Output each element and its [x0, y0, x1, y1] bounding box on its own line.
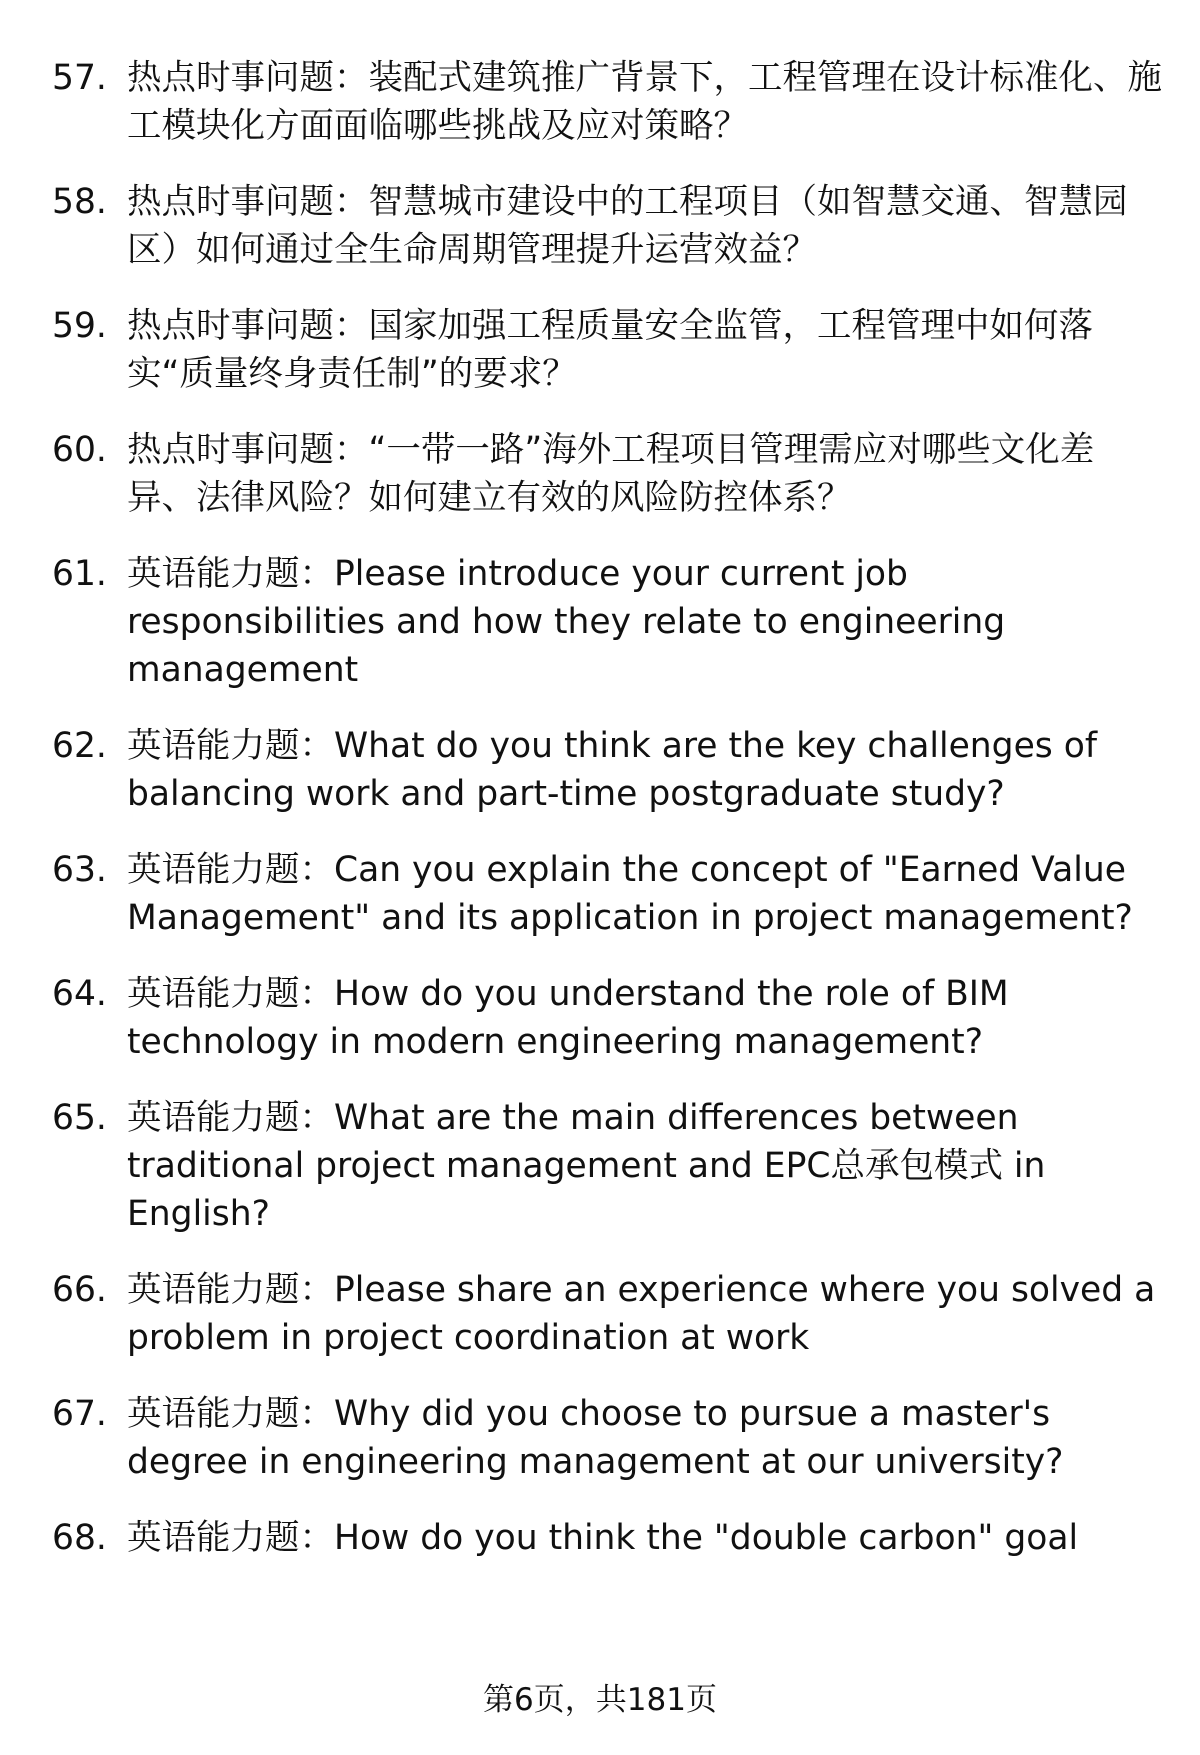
- question-text: 英语能力题：How do you understand the role of BIM technology in modern engineering management?: [127, 974, 1009, 1062]
- question-number: 57.: [52, 58, 107, 98]
- question-item: [52, 1266, 1162, 1362]
- question-number: 61.: [52, 554, 107, 594]
- question-text: 热点时事问题：装配式建筑推广背景下，工程管理在设计标准化、施工模块化方面面临哪些挑战及应对策略？: [127, 58, 1162, 146]
- page-footer: 第6页，共181页: [483, 1682, 717, 1718]
- question-item: [52, 1094, 1162, 1238]
- question-number: 65.: [52, 1098, 107, 1138]
- question-item: [52, 846, 1162, 942]
- question-text: 热点时事问题：国家加强工程质量安全监管，工程管理中如何落实“质量终身责任制”的要求？: [127, 306, 1093, 394]
- question-number: 67.: [52, 1394, 107, 1434]
- question-number: 62.: [52, 726, 107, 766]
- question-number: 68.: [52, 1518, 107, 1558]
- question-item: [52, 1390, 1162, 1486]
- question-text: 热点时事问题：“一带一路”海外工程项目管理需应对哪些文化差异、法律风险？如何建立有效的风险防控体系？: [127, 430, 1095, 518]
- question-text: 英语能力题：Why did you choose to pursue a master's degree in engineering management at our university?: [127, 1394, 1064, 1482]
- question-item: [52, 722, 1162, 818]
- question-text: 热点时事问题：智慧城市建设中的工程项目（如智慧交通、智慧园区）如何通过全生命周期管理提升运营效益？: [127, 182, 1128, 270]
- question-item: [52, 54, 1162, 150]
- question-number: 60.: [52, 430, 107, 470]
- question-item: [52, 178, 1162, 274]
- question-number: 58.: [52, 182, 107, 222]
- question-number: 64.: [52, 974, 107, 1014]
- question-item: [52, 1514, 1162, 1562]
- question-item: [52, 970, 1162, 1066]
- question-number: 63.: [52, 850, 107, 890]
- question-list: [52, 54, 1162, 1590]
- question-item: [52, 426, 1162, 522]
- question-text: 英语能力题：Please introduce your current job responsibilities and how they relate to engineering management: [127, 554, 1006, 690]
- question-item: [52, 550, 1162, 694]
- question-number: 66.: [52, 1270, 107, 1310]
- question-text: 英语能力题：Please share an experience where you solved a problem in project coordination at work: [127, 1270, 1156, 1358]
- question-text: 英语能力题：What do you think are the key challenges of balancing work and part-time postgraduate study?: [127, 726, 1097, 814]
- question-item: [52, 302, 1162, 398]
- question-text: 英语能力题：What are the main differences between traditional project management and EPC总承包模式 in English?: [127, 1098, 1046, 1234]
- question-number: 59.: [52, 306, 107, 346]
- question-text: 英语能力题：How do you think the "double carbon" goal: [127, 1518, 1079, 1558]
- question-text: 英语能力题：Can you explain the concept of "Earned Value Management" and its application in project management?: [127, 850, 1133, 938]
